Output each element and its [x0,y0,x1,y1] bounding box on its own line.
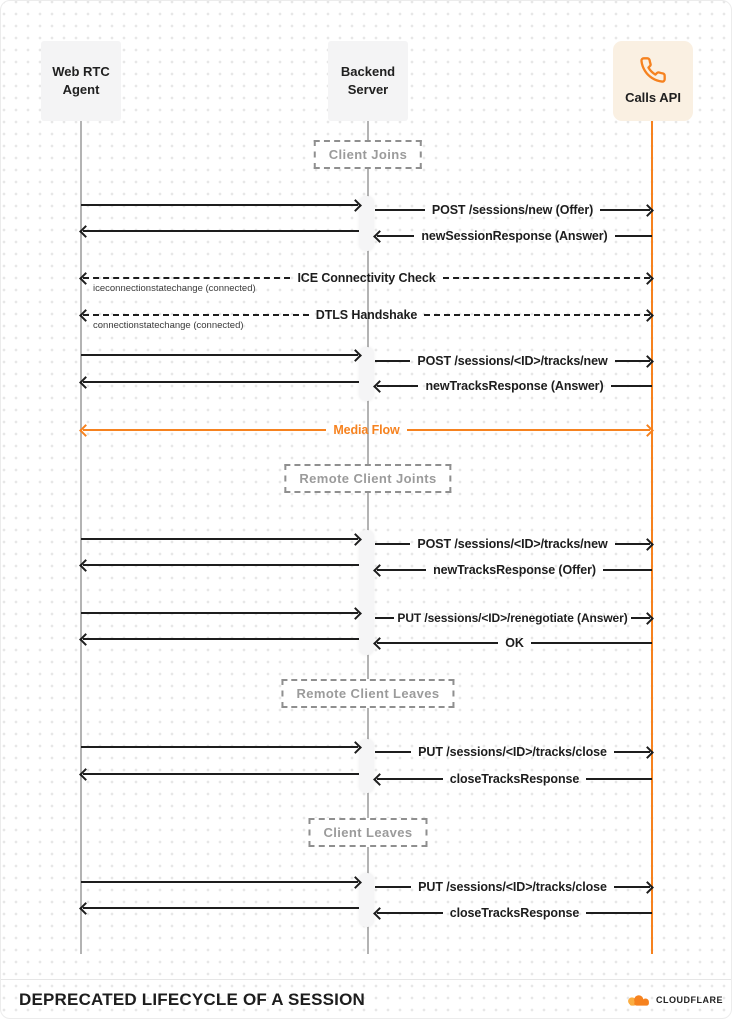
arrowhead-left-icon [79,225,92,238]
arrow-line [83,230,359,232]
response-arrow-backend-to-webrtc [81,768,359,780]
arrow-line [375,886,411,888]
request-arrow-tracks-close [375,746,652,758]
response-arrow-backend-to-webrtc [81,559,359,571]
arrowhead-right-icon [349,607,362,620]
section-client-joins: Client Joins [314,140,422,169]
arrow-line [83,638,359,640]
actor-webrtc-agent: Web RTC Agent [41,41,121,121]
arrowhead-right-icon [641,538,654,551]
arrow-line [375,751,411,753]
arrow-line [81,204,358,206]
actor-calls-api [613,41,693,121]
request-arrow-tracks-close [375,881,652,893]
arrow-line [83,381,359,383]
request-arrow-sessions-new [375,204,652,216]
arrow-line [375,209,425,211]
arrow-line [83,314,309,316]
event-note-dtls: connectionstatechange (connected) [93,320,244,331]
message-label: newSessionResponse (Answer) [421,228,608,243]
event-note-ice: iceconnectionstatechange (connected) [93,283,256,294]
arrowhead-right-icon [641,309,654,322]
message-label: newTracksResponse (Answer) [425,378,604,393]
arrowhead-left-icon [79,902,92,915]
request-arrow-webrtc-to-backend [81,199,360,211]
message-label: closeTracksResponse [449,905,580,920]
message-label: PUT /sessions/<ID>/tracks/close [418,879,607,894]
arrow-line [424,314,650,316]
arrowhead-right-icon [349,199,362,212]
arrow-line [586,912,652,914]
arrow-line [81,538,358,540]
footer [1,979,732,1019]
arrow-line [83,564,359,566]
arrow-line [443,277,650,279]
section-client-leaves: Client Leaves [308,818,427,847]
actor-backend-server: Backend Server [328,41,408,121]
response-arrow-new-session [375,230,652,242]
arrow-line [81,881,358,883]
request-arrow-webrtc-to-backend [81,533,360,545]
message-label: PUT /sessions/<ID>/renegotiate (Answer) [397,611,628,625]
arrowhead-left-icon [373,380,386,393]
arrow-line [611,385,652,387]
message-label: ICE Connectivity Check [297,270,436,285]
arrow-line [377,642,498,644]
cloudflare-cloud-icon [623,993,653,1008]
arrow-line [603,569,652,571]
response-arrow-backend-to-webrtc [81,633,359,645]
message-label: closeTracksResponse [449,771,580,786]
arrow-line [375,543,410,545]
message-label: PUT /sessions/<ID>/tracks/close [418,744,607,759]
arrow-line [586,778,652,780]
arrow-line [81,746,358,748]
request-arrow-tracks-new [375,355,652,367]
message-label: POST /sessions/<ID>/tracks/new [417,353,608,368]
message-label: POST /sessions/new (Offer) [431,202,594,217]
arrowhead-left-icon [373,637,386,650]
arrowhead-left-icon [373,773,386,786]
arrowhead-right-icon [641,272,654,285]
arrowhead-left-icon [79,633,92,646]
request-arrow-webrtc-to-backend [81,876,360,888]
arrowhead-right-icon [349,533,362,546]
arrowhead-right-icon [641,424,654,437]
phone-icon [639,56,667,84]
arrowhead-left-icon [373,564,386,577]
arrowhead-left-icon [79,272,92,285]
arrow-line [615,235,652,237]
cloudflare-wordmark: CLOUDFLARE [656,995,723,1005]
message-label: Media Flow [333,422,400,437]
response-arrow-new-tracks-offer [375,564,652,576]
arrow-line [83,907,359,909]
arrow-line [531,642,652,644]
arrow-line [375,617,394,619]
media-flow-arrow [81,424,652,436]
response-arrow-backend-to-webrtc [81,902,359,914]
request-arrow-webrtc-to-backend [81,349,360,361]
response-arrow-ok [375,637,652,649]
activation-bar [359,530,374,655]
actor-calls-api-label: Calls API [625,89,681,105]
arrow-line [407,429,650,431]
request-arrow-webrtc-to-backend [81,607,360,619]
arrowhead-right-icon [641,612,654,625]
arrowhead-right-icon [641,355,654,368]
message-label: DTLS Handshake [315,307,418,322]
arrow-line [83,773,359,775]
message-label: POST /sessions/<ID>/tracks/new [417,536,608,551]
arrowhead-left-icon [79,376,92,389]
arrowhead-left-icon [79,768,92,781]
arrow-line [377,778,443,780]
arrowhead-right-icon [349,349,362,362]
request-arrow-renegotiate [375,612,652,624]
arrowhead-right-icon [349,876,362,889]
arrowhead-left-icon [79,559,92,572]
response-arrow-new-tracks [375,380,652,392]
response-arrow-backend-to-webrtc [81,376,359,388]
arrowhead-right-icon [641,204,654,217]
arrowhead-right-icon [641,881,654,894]
section-remote-client-joints: Remote Client Joints [284,464,451,493]
arrowhead-left-icon [79,309,92,322]
arrowhead-left-icon [373,230,386,243]
arrow-line [375,360,410,362]
arrowhead-right-icon [641,746,654,759]
diagram-title: DEPRECATED LIFECYCLE OF A SESSION [19,990,366,1009]
request-arrow-tracks-new [375,538,652,550]
section-remote-client-leaves: Remote Client Leaves [281,679,454,708]
arrow-line [81,612,358,614]
cloudflare-logo [623,993,723,1008]
arrow-line [83,277,290,279]
request-arrow-webrtc-to-backend [81,741,360,753]
arrow-line [81,354,358,356]
arrowhead-left-icon [79,424,92,437]
message-label: newTracksResponse (Offer) [433,562,596,577]
message-label: OK [505,635,524,650]
response-arrow-close-tracks [375,773,652,785]
arrowhead-left-icon [373,907,386,920]
response-arrow-backend-to-webrtc [81,225,359,237]
response-arrow-close-tracks [375,907,652,919]
arrow-line [377,912,443,914]
arrow-line [83,429,326,431]
arrowhead-right-icon [349,741,362,754]
